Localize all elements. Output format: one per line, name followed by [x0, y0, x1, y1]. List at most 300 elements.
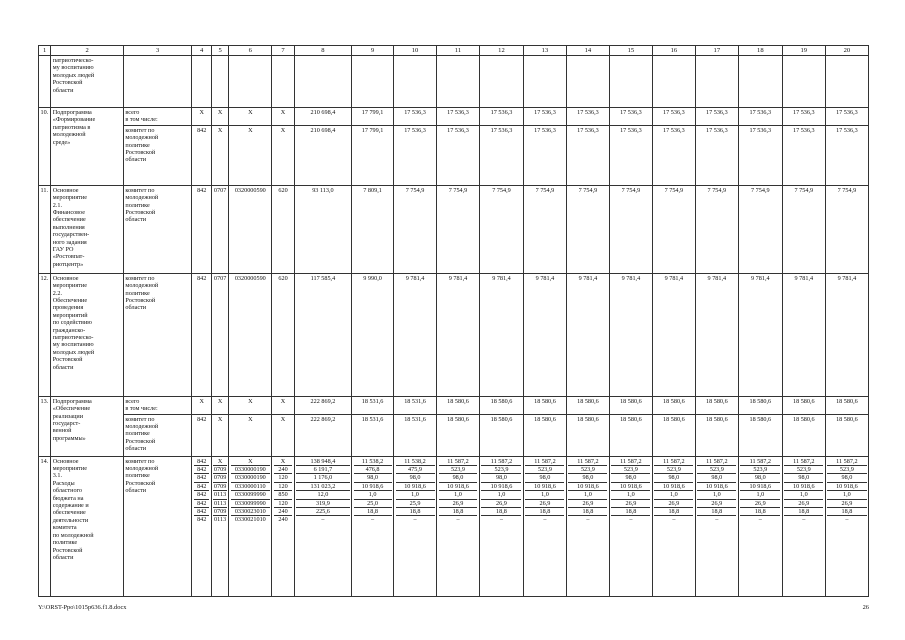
stacked-value: – — [413, 516, 417, 524]
stacked-value: 18,8 — [827, 508, 866, 516]
year-cell: 18 580,6 — [566, 414, 609, 456]
stacked-cell — [479, 456, 523, 596]
stacked-value: 842 — [197, 516, 207, 524]
stacked-value: 0709 — [213, 482, 227, 490]
stacked-value: 10 918,6 — [396, 483, 435, 491]
stacked-value: 18,8 — [525, 508, 564, 516]
stacked-cell — [294, 456, 351, 596]
stacked-value: 98,0 — [740, 474, 780, 482]
table-row-row11 — [39, 185, 869, 273]
stacked-value: – — [543, 516, 547, 524]
column-header-11: 11 — [437, 46, 480, 56]
stacked-value: 26,9 — [784, 500, 823, 508]
year-cell: 17 536,3 — [782, 125, 825, 185]
year-cell: 18 580,6 — [523, 414, 566, 456]
stacked-cell — [192, 456, 211, 596]
stacked-value: 0709 — [213, 474, 227, 482]
stacked-cell — [272, 456, 295, 596]
year-cell: 17 536,3 — [652, 108, 695, 126]
stacked-cell — [782, 456, 825, 596]
column-header-3: 3 — [123, 46, 192, 56]
row-number-cell — [39, 56, 51, 108]
stacked-value: 225,6 — [296, 508, 349, 516]
stacked-value: 842 — [194, 474, 209, 482]
stacked-cell — [523, 456, 566, 596]
stacked-value: 1,0 — [654, 491, 693, 499]
stacked-value: 523,9 — [740, 466, 780, 474]
year-cell: 18 531,6 — [352, 414, 394, 456]
column-header-12: 12 — [479, 46, 523, 56]
year-cell: 17 536,3 — [782, 108, 825, 126]
stacked-value: 26,9 — [654, 500, 693, 508]
stacked-value: 18,8 — [697, 508, 736, 516]
stacked-value: – — [456, 516, 460, 524]
stacked-value: – — [758, 516, 762, 524]
stacked-cell — [437, 456, 480, 596]
stacked-value: 18,8 — [568, 508, 607, 516]
stacked-value: 18,8 — [481, 508, 521, 516]
stacked-value: 1,0 — [611, 491, 650, 499]
stacked-value: 10 918,6 — [525, 483, 564, 491]
code-cell: Х — [192, 108, 211, 126]
stacked-cell — [825, 456, 868, 596]
year-cell: 7 754,9 — [523, 185, 566, 273]
code-cell: 620 — [272, 185, 295, 273]
empty-cell — [272, 56, 295, 108]
stacked-cell — [566, 456, 609, 596]
stacked-value: 26,9 — [697, 500, 736, 508]
stacked-value: 10 918,6 — [784, 483, 823, 491]
stacked-value: 26,9 — [525, 500, 564, 508]
stacked-value: 842 — [194, 508, 209, 516]
code-cell: Х — [192, 396, 211, 414]
stacked-value: 842 — [194, 491, 209, 499]
stacked-value: 26,9 — [740, 500, 780, 508]
stacked-value: 0113 — [214, 499, 227, 507]
row-name-cell: патриотическо- му воспитанию молодых людей Ростовской области — [51, 56, 124, 108]
column-header-13: 13 — [523, 46, 566, 56]
stacked-value: 1,0 — [568, 491, 607, 499]
year-cell: 9 781,4 — [523, 273, 566, 396]
column-header-7: 7 — [272, 46, 295, 56]
code-cell: Х — [272, 108, 295, 126]
year-cell: 17 536,3 — [479, 108, 523, 126]
stacked-value: 11 587,2 — [740, 458, 780, 466]
row-name-cell: Основное мероприятие 3.1. Расходы областного бюджета на содержание и обеспечение деятельности комитета по молодежной политике Ростовской области — [51, 456, 124, 596]
stacked-value: – — [672, 516, 676, 524]
year-cell: 17 536,3 — [523, 108, 566, 126]
stacked-value: 0330023010 — [231, 508, 270, 516]
year-cell: 7 754,9 — [695, 185, 738, 273]
stacked-value: 0330099990 — [231, 500, 270, 508]
year-cell: 17 536,3 — [479, 125, 523, 185]
stacked-value: – — [499, 516, 504, 524]
year-cell: 18 580,6 — [609, 414, 652, 456]
stacked-value: 1,0 — [697, 491, 736, 499]
stacked-value: 240 — [278, 516, 288, 524]
stacked-value: – — [321, 516, 325, 524]
empty-cell — [566, 56, 609, 108]
stacked-value: 11 587,2 — [697, 458, 736, 466]
column-header-10: 10 — [394, 46, 437, 56]
stacked-value: 98,0 — [396, 474, 435, 482]
stacked-value: 11 587,2 — [481, 458, 521, 466]
stacked-value: 120 — [274, 500, 293, 508]
stacked-value: 120 — [274, 483, 293, 491]
stacked-value: 26,9 — [611, 500, 650, 508]
code-cell: Х — [211, 125, 228, 185]
stacked-value: 1,0 — [525, 491, 564, 499]
stacked-value: – — [586, 516, 590, 524]
executor-cell: комитет по молодежной политике Ростовской области — [123, 414, 192, 456]
stacked-cell — [652, 456, 695, 596]
stacked-value: 98,0 — [697, 474, 736, 482]
stacked-value: 1,0 — [439, 491, 478, 499]
row-number-cell: 10. — [39, 108, 51, 186]
code-cell: 842 — [192, 273, 211, 396]
total-cell: 222 869,2 — [294, 396, 351, 414]
total-cell: 222 869,2 — [294, 414, 351, 456]
year-cell: 9 781,4 — [479, 273, 523, 396]
total-cell: 93 113,0 — [294, 185, 351, 273]
stacked-value: 18,8 — [740, 508, 780, 516]
stacked-value: – — [371, 516, 375, 524]
stacked-value: 98,0 — [784, 474, 823, 482]
column-header-4: 4 — [192, 46, 211, 56]
column-header-2: 2 — [51, 46, 124, 56]
stacked-value: 12,0 — [296, 491, 349, 499]
stacked-value: 18,8 — [354, 508, 392, 516]
year-cell: 18 580,6 — [523, 396, 566, 414]
stacked-value: 98,0 — [481, 474, 521, 482]
year-cell: 7 754,9 — [479, 185, 523, 273]
empty-cell — [738, 56, 782, 108]
stacked-value: 10 918,6 — [827, 483, 866, 491]
stacked-value: 26,9 — [439, 500, 478, 508]
stacked-value: 1 176,0 — [296, 474, 349, 482]
stacked-value: 98,0 — [611, 474, 650, 482]
code-cell: 0320000590 — [229, 185, 272, 273]
stacked-value: 240 — [274, 508, 293, 516]
stacked-value: 1,0 — [827, 491, 866, 499]
year-cell: 9 781,4 — [738, 273, 782, 396]
year-cell: 17 536,3 — [609, 125, 652, 185]
executor-cell: комитет по молодежной политике Ростовской области — [123, 185, 192, 273]
code-cell: 0707 — [211, 185, 228, 273]
year-cell: 18 580,6 — [738, 414, 782, 456]
stacked-value: 523,9 — [697, 466, 736, 474]
year-cell: 7 754,9 — [652, 185, 695, 273]
year-cell: 7 754,9 — [609, 185, 652, 273]
code-cell: Х — [272, 414, 295, 456]
empty-cell — [123, 56, 192, 108]
stacked-value: 0330000190 — [231, 466, 270, 474]
stacked-value: 10 918,6 — [697, 483, 736, 491]
stacked-value: 523,9 — [827, 466, 866, 474]
row-name-cell: Основное мероприятие 2.1. Финансовое обеспечение выполнения государствен- ного задания ГАУ РО «Ростовпат- риотцентр» — [51, 185, 124, 273]
code-cell: Х — [211, 414, 228, 456]
stacked-value: 98,0 — [525, 474, 564, 482]
document-page — [38, 45, 869, 597]
year-cell: 18 531,6 — [394, 396, 437, 414]
code-cell: 0320000590 — [229, 273, 272, 396]
row-number-cell: 12. — [39, 273, 51, 396]
executor-cell: всего в том числе: — [123, 396, 192, 414]
year-cell: 17 536,3 — [695, 108, 738, 126]
file-path-footer: Y:\ORST-Ppo\1015p636.f1.8.docx — [38, 604, 127, 611]
stacked-value: 10 918,6 — [568, 483, 607, 491]
empty-cell — [294, 56, 351, 108]
stacked-cell — [738, 456, 782, 596]
stacked-value: 0113 — [214, 516, 227, 524]
year-cell: 18 580,6 — [609, 396, 652, 414]
stacked-value: 0330099990 — [231, 491, 270, 499]
stacked-value: 18,8 — [611, 508, 650, 516]
empty-cell — [695, 56, 738, 108]
stacked-value: 18,8 — [784, 508, 823, 516]
table-row-row10-total — [39, 108, 869, 126]
stacked-value: 10 918,6 — [611, 483, 650, 491]
year-cell: 18 580,6 — [825, 396, 868, 414]
code-cell: 620 — [272, 273, 295, 396]
stacked-value: 18,8 — [654, 508, 693, 516]
empty-cell — [523, 56, 566, 108]
row-number-cell: 14. — [39, 456, 51, 596]
year-cell: 18 580,6 — [652, 396, 695, 414]
stacked-value: 0113 — [214, 491, 227, 499]
stacked-value: Х — [213, 458, 226, 466]
year-cell: 18 531,6 — [394, 414, 437, 456]
stacked-value: 26,9 — [481, 500, 521, 508]
stacked-value: 98,0 — [654, 474, 693, 482]
code-cell: Х — [211, 396, 228, 414]
year-cell: 7 754,9 — [825, 185, 868, 273]
year-cell: 7 754,9 — [437, 185, 480, 273]
stacked-value: 523,9 — [611, 466, 650, 474]
column-header-6: 6 — [229, 46, 272, 56]
row-name-cell: Подпрограмма «Формирование патриотизма в молодежной среде» — [51, 108, 124, 186]
year-cell: 9 781,4 — [825, 273, 868, 396]
code-cell: Х — [211, 108, 228, 126]
column-header-15: 15 — [609, 46, 652, 56]
stacked-cell — [695, 456, 738, 596]
stacked-value: 18,8 — [439, 508, 478, 516]
stacked-value: 842 — [194, 483, 209, 491]
stacked-value: 1,0 — [481, 491, 521, 499]
year-cell: 17 536,3 — [566, 108, 609, 126]
stacked-value: Х — [274, 458, 293, 466]
stacked-value: 0330000110 — [231, 483, 270, 491]
year-cell: 9 781,4 — [394, 273, 437, 396]
stacked-value: 11 587,2 — [827, 458, 866, 466]
code-cell: 842 — [192, 185, 211, 273]
stacked-value: 11 587,2 — [654, 458, 693, 466]
stacked-value: 120 — [274, 474, 293, 482]
stacked-value: 11 538,2 — [354, 458, 392, 466]
stacked-value: – — [845, 516, 849, 524]
stacked-value: 10 918,6 — [481, 483, 521, 491]
stacked-value: 25,9 — [396, 500, 435, 508]
year-cell: 7 809,1 — [352, 185, 394, 273]
stacked-value: 11 587,2 — [439, 458, 478, 466]
table-row-row13-total — [39, 396, 869, 414]
stacked-value: 11 587,2 — [784, 458, 823, 466]
stacked-value: 138 948,4 — [296, 458, 349, 466]
year-cell: 17 536,3 — [437, 125, 480, 185]
column-header-9: 9 — [352, 46, 394, 56]
year-cell: 17 536,3 — [394, 125, 437, 185]
stacked-value: 1,0 — [396, 491, 435, 499]
page-number: 26 — [862, 604, 869, 611]
code-cell: 842 — [192, 414, 211, 456]
year-cell: 7 754,9 — [566, 185, 609, 273]
year-cell: 17 536,3 — [825, 108, 868, 126]
year-cell: 17 536,3 — [652, 125, 695, 185]
total-cell: 117 585,4 — [294, 273, 351, 396]
stacked-value: – — [715, 516, 719, 524]
stacked-value: 523,9 — [525, 466, 564, 474]
table-header-row — [39, 46, 869, 56]
stacked-value: 1,0 — [354, 491, 392, 499]
stacked-value: 6 191,7 — [296, 466, 349, 474]
stacked-value: 842 — [194, 500, 209, 508]
year-cell: 17 536,3 — [523, 125, 566, 185]
year-cell: 17 799,1 — [352, 108, 394, 126]
total-cell: 210 698,4 — [294, 125, 351, 185]
year-cell: 7 754,9 — [738, 185, 782, 273]
stacked-value: 523,9 — [439, 466, 478, 474]
executor-cell: комитет по молодежной политике Ростовской области — [123, 273, 192, 396]
year-cell: 9 781,4 — [652, 273, 695, 396]
empty-cell — [211, 56, 228, 108]
stacked-value: 0330021010 — [234, 516, 266, 524]
empty-cell — [652, 56, 695, 108]
column-header-16: 16 — [652, 46, 695, 56]
year-cell: 18 580,6 — [738, 396, 782, 414]
year-cell: 18 580,6 — [652, 414, 695, 456]
year-cell: 18 580,6 — [566, 396, 609, 414]
year-cell: 18 531,6 — [352, 396, 394, 414]
empty-cell — [782, 56, 825, 108]
stacked-cell — [229, 456, 272, 596]
empty-cell — [437, 56, 480, 108]
table-row-row10-executor — [39, 125, 869, 185]
year-cell: 18 580,6 — [782, 414, 825, 456]
column-header-17: 17 — [695, 46, 738, 56]
column-header-8: 8 — [294, 46, 351, 56]
stacked-value: 11 587,2 — [568, 458, 607, 466]
year-cell: 18 580,6 — [479, 396, 523, 414]
year-cell: 18 580,6 — [437, 414, 480, 456]
stacked-value: – — [802, 516, 806, 524]
stacked-cell — [609, 456, 652, 596]
stacked-value: 98,0 — [568, 474, 607, 482]
empty-cell — [479, 56, 523, 108]
table-row-row13-executor — [39, 414, 869, 456]
row-number-cell: 13. — [39, 396, 51, 456]
stacked-value: 1,0 — [784, 491, 823, 499]
stacked-value: 25,0 — [354, 500, 392, 508]
stacked-value: 240 — [274, 466, 293, 474]
code-cell: Х — [272, 125, 295, 185]
column-header-20: 20 — [825, 46, 868, 56]
column-header-14: 14 — [566, 46, 609, 56]
year-cell: 17 536,3 — [437, 108, 480, 126]
year-cell: 17 536,3 — [825, 125, 868, 185]
year-cell: 17 536,3 — [394, 108, 437, 126]
empty-cell — [609, 56, 652, 108]
table-row-row12 — [39, 273, 869, 396]
empty-cell — [192, 56, 211, 108]
empty-cell — [394, 56, 437, 108]
year-cell: 9 781,4 — [609, 273, 652, 396]
year-cell: 7 754,9 — [394, 185, 437, 273]
executor-cell: комитет по молодежной политике Ростовской области — [123, 456, 192, 596]
year-cell: 17 536,3 — [566, 125, 609, 185]
year-cell: 18 580,6 — [695, 414, 738, 456]
row-name-cell: Подпрограмма «Обеспечение реализации государст- венной программы» — [51, 396, 124, 456]
code-cell: Х — [229, 125, 272, 185]
code-cell: 0707 — [211, 273, 228, 396]
stacked-value: 842 — [194, 458, 209, 466]
year-cell: 18 580,6 — [825, 414, 868, 456]
stacked-value: 0330000190 — [231, 474, 270, 482]
table-row-row14 — [39, 456, 869, 596]
code-cell: Х — [229, 414, 272, 456]
year-cell: 18 580,6 — [437, 396, 480, 414]
stacked-value: 98,0 — [354, 474, 392, 482]
stacked-value: 0709 — [213, 466, 227, 474]
year-cell: 18 580,6 — [782, 396, 825, 414]
stacked-value: 26,9 — [568, 500, 607, 508]
column-header-18: 18 — [738, 46, 782, 56]
stacked-cell — [352, 456, 394, 596]
stacked-value: 10 918,6 — [740, 483, 780, 491]
code-cell: Х — [229, 108, 272, 126]
stacked-value: 11 587,2 — [525, 458, 564, 466]
stacked-value: 1,0 — [740, 491, 780, 499]
stacked-value: Х — [231, 458, 270, 466]
stacked-value: – — [629, 516, 633, 524]
stacked-value: 0709 — [213, 507, 227, 515]
empty-cell — [352, 56, 394, 108]
row-name-cell: Основное мероприятие 2.2. Обеспечение проведения мероприятий по содействию гражданско- патриотическо- му воспитанию молодых людей Ростовской области — [51, 273, 124, 396]
stacked-value: 11 538,2 — [396, 458, 435, 466]
stacked-value: 850 — [274, 491, 293, 499]
year-cell: 9 990,0 — [352, 273, 394, 396]
stacked-cell — [211, 456, 228, 596]
year-cell: 18 580,6 — [695, 396, 738, 414]
total-cell: 210 698,4 — [294, 108, 351, 126]
stacked-value: 10 918,6 — [354, 483, 392, 491]
stacked-value: 523,9 — [568, 466, 607, 474]
year-cell: 9 781,4 — [437, 273, 480, 396]
stacked-value: 523,9 — [784, 466, 823, 474]
stacked-value: 476,8 — [354, 466, 392, 474]
executor-cell: комитет по молодежной политике Ростовской области — [123, 125, 192, 185]
code-cell: Х — [229, 396, 272, 414]
column-header-1: 1 — [39, 46, 51, 56]
stacked-value: 842 — [194, 466, 209, 474]
column-header-5: 5 — [211, 46, 228, 56]
stacked-value: 523,9 — [654, 466, 693, 474]
year-cell: 9 781,4 — [695, 273, 738, 396]
year-cell: 9 781,4 — [566, 273, 609, 396]
year-cell: 17 799,1 — [352, 125, 394, 185]
stacked-value: 18,8 — [396, 508, 435, 516]
stacked-value: 523,9 — [481, 466, 521, 474]
stacked-value: 98,0 — [439, 474, 478, 482]
